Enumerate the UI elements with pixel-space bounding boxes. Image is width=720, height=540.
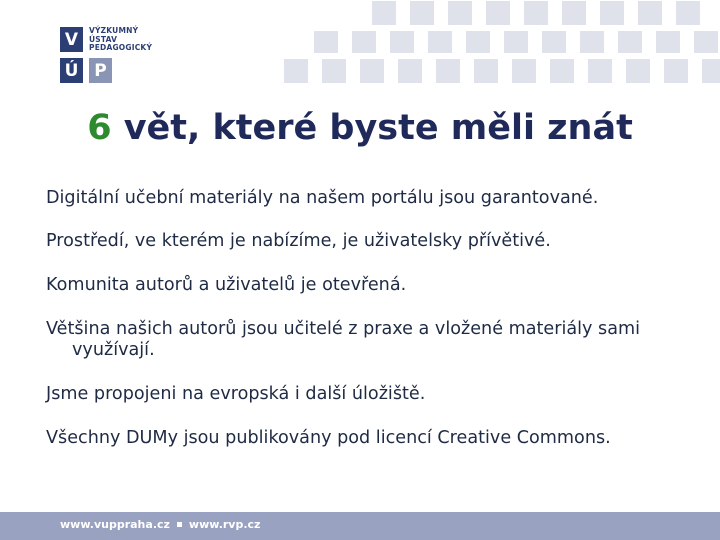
decor-square <box>600 1 624 25</box>
decor-square <box>580 31 604 53</box>
decor-square <box>524 1 548 25</box>
decor-square <box>618 31 642 53</box>
logo-tile-v: V <box>60 27 83 52</box>
decor-square <box>512 59 536 83</box>
decor-square <box>360 59 384 83</box>
decor-square <box>314 31 338 53</box>
decor-square <box>352 31 376 53</box>
footer-link-rvp[interactable]: www.rvp.cz <box>188 518 261 531</box>
statement-item: Komunita autorů a uživatelů je otevřená. <box>46 275 407 295</box>
decor-square <box>550 59 574 83</box>
vup-logo <box>60 24 170 88</box>
footer-separator <box>177 522 182 527</box>
logo-text-line1: VÝZKUMNÝ <box>89 26 139 35</box>
decor-square <box>410 1 434 25</box>
decor-square <box>656 31 680 53</box>
decor-square <box>542 31 566 53</box>
statement-item: Digitální učební materiály na našem portálu jsou garantované. <box>46 188 599 208</box>
title-number: 6 <box>87 108 112 148</box>
logo-text <box>89 27 169 53</box>
statement-item: Prostředí, ve kterém je nabízíme, je uživatelsky přívětivé. <box>46 231 551 251</box>
statement-item: Všechny DUMy jsou publikovány pod licencí Creative Commons. <box>46 428 611 448</box>
title-text: vět, které byste měli znát <box>111 108 633 148</box>
decor-square <box>428 31 452 53</box>
logo-text-line3: PEDAGOGICKÝ <box>89 43 153 53</box>
decor-square <box>562 1 586 25</box>
logo-tile-u: Ú <box>60 58 83 83</box>
decor-square <box>466 31 490 53</box>
page-title <box>0 108 720 148</box>
decor-square <box>390 31 414 53</box>
footer-bar <box>0 512 720 540</box>
footer-link-vuppraha[interactable]: www.vuppraha.cz <box>60 518 170 531</box>
decor-square <box>372 1 396 25</box>
statement-item: Jsme propojeni na evropská i další úložiště. <box>46 384 426 404</box>
decor-square <box>474 59 498 83</box>
decor-square <box>702 59 720 83</box>
decor-square <box>486 1 510 25</box>
decor-square <box>398 59 422 83</box>
decor-square <box>588 59 612 83</box>
logo-tile-p: P <box>89 58 112 83</box>
decor-square <box>676 1 700 25</box>
logo-text-line2: ÚSTAV <box>89 34 118 44</box>
statement-item: Většina našich autorů jsou učitelé z praxe a vložené materiály sami využívají. <box>46 319 641 360</box>
decor-square <box>694 31 718 53</box>
decor-square <box>638 1 662 25</box>
decor-square <box>626 59 650 83</box>
decor-square <box>664 59 688 83</box>
decor-square <box>436 59 460 83</box>
decor-square <box>322 59 346 83</box>
decor-square <box>504 31 528 53</box>
decor-square <box>284 59 308 83</box>
decor-square <box>448 1 472 25</box>
decorative-squares <box>270 0 720 92</box>
